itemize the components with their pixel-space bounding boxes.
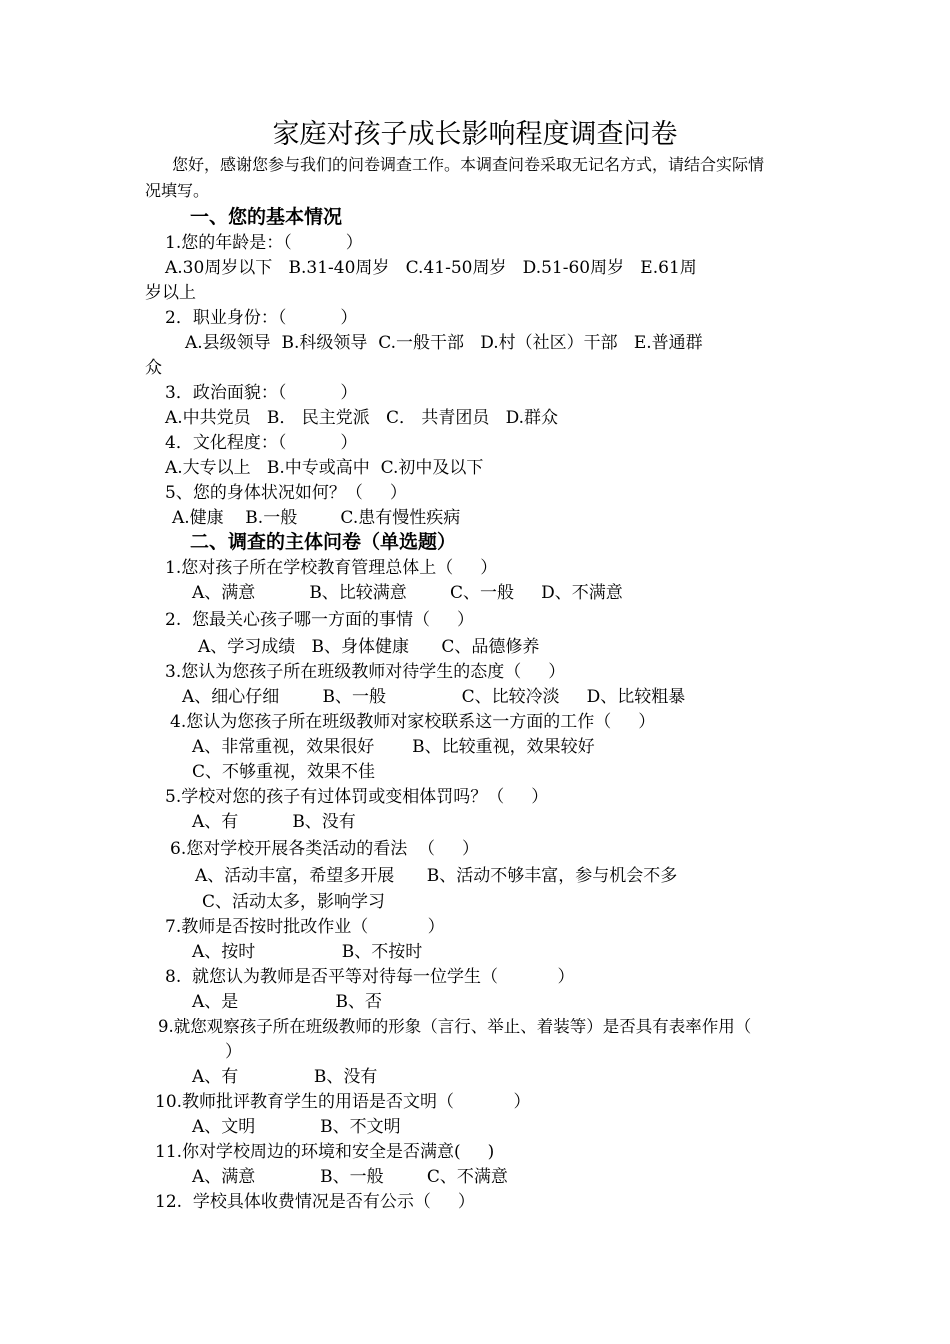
section-heading-basic-info: 一、您的基本情况 [190, 206, 343, 228]
m9-options: A、有 B、没有 [192, 1067, 378, 1087]
m9-question: 9.就您观察孩子所在班级教师的形象（言行、举止、着装等）是否具有表率作用（ [158, 1017, 752, 1036]
intro-line-1: 您好，感谢您参与我们的问卷调查工作。本调查问卷采取无记名方式，请结合实际情 [172, 155, 765, 174]
m12-question: 12. 学校具体收费情况是否有公示（ ） [155, 1192, 475, 1212]
m8-options: A、是 B、否 [192, 992, 383, 1012]
m7-options: A、按时 B、不按时 [192, 942, 423, 962]
m1-options: A、满意 B、比较满意 C、一般 D、不满意 [192, 583, 623, 603]
q1-options-cont: 岁以上 [145, 283, 196, 303]
m3-question: 3.您认为您孩子所在班级教师对待学生的态度（ ） [165, 662, 566, 682]
m6-options-c: C、活动太多，影响学习 [202, 892, 386, 912]
q1-age: 1.您的年龄是：（ ） [165, 233, 363, 253]
m5-options: A、有 B、没有 [192, 812, 356, 832]
m8-question: 8. 就您认为教师是否平等对待每一位学生（ ） [165, 967, 575, 987]
m6-question: 6.您对学校开展各类活动的看法 （ ） [170, 839, 480, 859]
q2-options-cont: 众 [145, 358, 162, 378]
m4-question: 4.您认为您孩子所在班级教师对家校联系这一方面的工作（ ） [170, 712, 656, 732]
m11-question: 11.你对学校周边的环境和安全是否满意( ) [155, 1142, 495, 1162]
q1-options: A.30周岁以下 B.31-40周岁 C.41-50周岁 D.51-60周岁 E.61周 [165, 258, 697, 278]
m5-question: 5.学校对您的孩子有过体罚或变相体罚吗？（ ） [165, 787, 549, 807]
m3-options: A、细心仔细 B、一般 C、比较冷淡 D、比较粗暴 [182, 687, 686, 707]
page-title: 家庭对孩子成长影响程度调查问卷 [272, 119, 678, 150]
intro-line-2: 况填写。 [145, 181, 210, 200]
m11-options: A、满意 B、一般 C、不满意 [192, 1167, 508, 1187]
m4-options-ab: A、非常重视，效果很好 B、比较重视，效果较好 [192, 737, 595, 757]
q3-political: 3．政治面貌：（ ） [165, 383, 358, 403]
m6-options-ab: A、活动丰富，希望多开展 B、活动不够丰富，参与机会不多 [195, 866, 678, 886]
q4-options: A.大专以上 B.中专或高中 C.初中及以下 [165, 458, 484, 478]
q4-education: 4．文化程度：（ ） [165, 433, 358, 453]
m1-question: 1.您对孩子所在学校教育管理总体上（ ） [165, 558, 498, 578]
m7-question: 7.教师是否按时批改作业（ ） [165, 917, 445, 937]
section-heading-main: 二、调查的主体问卷（单选题） [190, 531, 457, 553]
q2-occupation: 2．职业身份：（ ） [165, 308, 358, 328]
m10-question: 10.教师批评教育学生的用语是否文明（ ） [155, 1092, 531, 1112]
m9-question-cont: ） [225, 1042, 242, 1062]
m4-options-c: C、不够重视，效果不佳 [192, 762, 376, 782]
q5-options: A.健康 B.一般 C.患有慢性疾病 [172, 508, 461, 528]
q2-options: A.县级领导 B.科级领导 C.一般干部 D.村（社区）干部 E.普通群 [185, 333, 703, 353]
m10-options: A、文明 B、不文明 [192, 1117, 401, 1137]
q3-options: A.中共党员 B． 民主党派 C． 共青团员 D.群众 [165, 408, 559, 428]
m2-options: A、学习成绩 B、身体健康 C、品德修养 [198, 637, 540, 657]
q5-health: 5、您的身体状况如何？（ ） [165, 483, 407, 503]
m2-question: 2. 您最关心孩子哪一方面的事情（ ） [165, 610, 475, 630]
